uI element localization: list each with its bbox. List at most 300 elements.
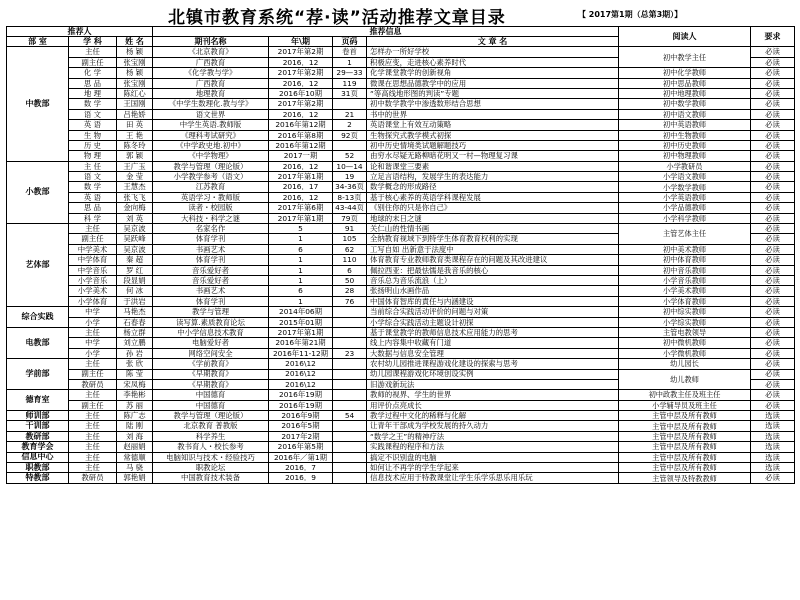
requirement-cell: 必读 xyxy=(751,244,795,254)
dept-cell: 教育学会 xyxy=(7,442,69,452)
year-issue-cell: 2016年10期 xyxy=(269,88,333,98)
name-cell: 王 艳 xyxy=(117,130,153,140)
year-issue-cell: 2017年第6期 xyxy=(269,203,333,213)
page-cell: 28 xyxy=(333,286,367,296)
requirement-cell: 选读 xyxy=(751,452,795,462)
table-row xyxy=(7,348,795,358)
requirement-cell: 选读 xyxy=(751,431,795,441)
dept-header: 部 室 xyxy=(7,37,69,47)
journal-cell: 广西教育 xyxy=(153,57,269,67)
requirement-cell: 必读 xyxy=(751,109,795,119)
reader-cell: 初中历史教师 xyxy=(619,140,751,150)
requirement-cell: 必读 xyxy=(751,182,795,192)
page-cell: 19 xyxy=(333,172,367,182)
year-issue-cell: 2016．12 xyxy=(269,57,333,67)
article-info-header: 推荐信息 xyxy=(153,27,619,37)
page-cell: 1 xyxy=(333,57,367,67)
article-cell: 教师的视界、学生的世界 xyxy=(367,390,619,400)
dept-cell: 学前部 xyxy=(7,359,69,390)
reader-cell: 初中综实教师 xyxy=(619,307,751,317)
subject-cell: 思 品 xyxy=(69,203,117,213)
requirement-cell: 必读 xyxy=(751,213,795,223)
subject-cell: 主任 xyxy=(69,359,117,369)
article-cell: 大数据与信息安全管理 xyxy=(367,348,619,358)
year-issue-cell: 2016．12 xyxy=(269,192,333,202)
requirement-cell: 必读 xyxy=(751,224,795,234)
name-cell: 金 莹 xyxy=(117,172,153,182)
journal-cell: 中国教育技术装备 xyxy=(153,473,269,483)
requirement-cell: 选读 xyxy=(751,421,795,431)
article-cell: 用评价点亮成长 xyxy=(367,400,619,410)
name-cell: 杨 颖 xyxy=(117,47,153,57)
table-row xyxy=(7,88,795,98)
name-cell: 刘立鹏 xyxy=(117,338,153,348)
page-cell xyxy=(333,463,367,473)
table-row xyxy=(7,213,795,223)
page-cell xyxy=(333,421,367,431)
subject-cell: 中学 xyxy=(69,307,117,317)
reader-cell: 初中思品教师 xyxy=(619,78,751,88)
table-row xyxy=(7,431,795,441)
reader-cell: 初中音乐教师 xyxy=(619,265,751,275)
page-cell: 23 xyxy=(333,348,367,358)
requirement-cell: 必读 xyxy=(751,78,795,88)
page-cell: 29—33 xyxy=(333,68,367,78)
table-row xyxy=(7,109,795,119)
journal-cell: 体育学刊 xyxy=(153,296,269,306)
year-issue-cell: 2016．12 xyxy=(269,109,333,119)
year-issue-cell: 1 xyxy=(269,275,333,285)
requirement-cell: 必读 xyxy=(751,317,795,327)
name-cell: 宋凤梅 xyxy=(117,379,153,389)
year-issue-cell: 2017年第1期 xyxy=(269,213,333,223)
journal-cell: 电脑爱好者 xyxy=(153,338,269,348)
name-cell: 马艳杰 xyxy=(117,307,153,317)
dept-cell: 中教部 xyxy=(7,47,69,161)
dept-cell: 职教部 xyxy=(7,463,69,473)
article-cell: 旧游戏新玩法 xyxy=(367,379,619,389)
year-issue-cell: 5 xyxy=(269,224,333,234)
article-cell: 实践课程的程序和方法 xyxy=(367,442,619,452)
article-cell: 怎样办一所好学校 xyxy=(367,47,619,57)
name-cell: 何 冰 xyxy=(117,286,153,296)
page-cell xyxy=(333,431,367,441)
reader-cell: 小学微机教师 xyxy=(619,348,751,358)
name-cell: 张飞飞 xyxy=(117,192,153,202)
reader-cell: 主管中层及所有教师 xyxy=(619,452,751,462)
name-header: 姓 名 xyxy=(117,37,153,47)
table-body xyxy=(7,47,795,483)
table-row xyxy=(7,244,795,254)
subject-cell: 科 学 xyxy=(69,213,117,223)
dept-cell: 特教部 xyxy=(7,473,69,483)
year-issue-cell: 2016年第5期 xyxy=(269,442,333,452)
journal-header: 期刊名称 xyxy=(153,37,269,47)
subject-cell: 主任 xyxy=(69,431,117,441)
requirement-cell: 必读 xyxy=(751,172,795,182)
reader-cell: 主管中层及所有教师 xyxy=(619,421,751,431)
table-row xyxy=(7,120,795,130)
table-row xyxy=(7,400,795,410)
name-cell: 张 欣 xyxy=(117,359,153,369)
year-issue-cell: 2016．12 xyxy=(269,78,333,88)
name-cell: 郭 颖 xyxy=(117,151,153,161)
page-cell xyxy=(333,140,367,150)
table-row xyxy=(7,286,795,296)
page-cell xyxy=(333,369,367,379)
journal-cell: 英语学习・教师版 xyxy=(153,192,269,202)
subject-cell: 小学美术 xyxy=(69,286,117,296)
requirement-cell: 必读 xyxy=(751,379,795,389)
subject-cell: 历 史 xyxy=(69,140,117,150)
article-header: 文 章 名 xyxy=(367,37,619,47)
subject-cell: 主 任 xyxy=(69,161,117,171)
page-cell: 34-36页 xyxy=(333,182,367,192)
table-row xyxy=(7,255,795,265)
year-issue-cell: 2016年9期 xyxy=(269,411,333,421)
page-cell xyxy=(333,390,367,400)
dept-cell: 电教部 xyxy=(7,327,69,358)
table-row xyxy=(7,473,795,483)
table-row xyxy=(7,338,795,348)
page-cell xyxy=(333,452,367,462)
requirement-cell: 必读 xyxy=(751,400,795,410)
subject-cell: 主任 xyxy=(69,463,117,473)
year-issue-cell: 2017年第2期 xyxy=(269,47,333,57)
table-row xyxy=(7,151,795,161)
reader-cell: 初中体育教师 xyxy=(619,255,751,265)
dept-cell: 德育室 xyxy=(7,390,69,411)
article-cell: 书中的世界 xyxy=(367,109,619,119)
requirement-cell: 必读 xyxy=(751,192,795,202)
subject-cell: 主任 xyxy=(69,442,117,452)
journal-cell: 《理科考试研究》 xyxy=(153,130,269,140)
article-cell: 全纳教育视域下到特学生体育教育权利的实现 xyxy=(367,234,619,244)
article-cell: 初中历史情境类试题解题技巧 xyxy=(367,140,619,150)
table-row xyxy=(7,421,795,431)
reader-cell: 小学科学教师 xyxy=(619,213,751,223)
year-issue-header: 年\期 xyxy=(269,37,333,47)
name-cell: 田 英 xyxy=(117,120,153,130)
article-cell: 工写自如 出新意于法度中 xyxy=(367,244,619,254)
dept-cell: 干训部 xyxy=(7,421,69,431)
subject-cell: 小学 xyxy=(69,348,117,358)
page-cell: 10—14 xyxy=(333,161,367,171)
page-cell: 54 xyxy=(333,411,367,421)
year-issue-cell: 2017年第2期 xyxy=(269,68,333,78)
table-header-row-1 xyxy=(7,27,795,37)
name-cell: 吴跃峰 xyxy=(117,234,153,244)
page-cell: 91 xyxy=(333,224,367,234)
page-cell: 21 xyxy=(333,109,367,119)
reader-cell: 小学英语教师 xyxy=(619,192,751,202)
subject-cell: 语 文 xyxy=(69,172,117,182)
subject-cell: 中学体育 xyxy=(69,255,117,265)
page-cell: 110 xyxy=(333,255,367,265)
reader-cell: 小学教研员 xyxy=(619,161,751,171)
table-row xyxy=(7,296,795,306)
page-cell xyxy=(333,442,367,452)
name-cell: 吴京波 xyxy=(117,224,153,234)
reader-cell: 初中政教主任及班主任 xyxy=(619,390,751,400)
requirement-cell: 选读 xyxy=(751,463,795,473)
reader-header: 阅读人 xyxy=(619,27,751,47)
subject-cell: 主任 xyxy=(69,421,117,431)
requirement-cell: 必读 xyxy=(751,88,795,98)
journal-cell: 读写算.素质教育论坛 xyxy=(153,317,269,327)
year-issue-cell: 2016．7 xyxy=(269,463,333,473)
page-cell: 92页 xyxy=(333,130,367,140)
reader-cell: 初中化学教师 xyxy=(619,68,751,78)
table-row xyxy=(7,140,795,150)
reader-cell: 主管中层及所有教师 xyxy=(619,431,751,441)
page-cell xyxy=(333,99,367,109)
table-row xyxy=(7,130,795,140)
journal-cell: 江苏教育 xyxy=(153,182,269,192)
subject-cell: 主任 xyxy=(69,452,117,462)
table-row xyxy=(7,452,795,462)
year-issue-cell: 1 xyxy=(269,234,333,244)
reader-cell: 主管领导及特教教师 xyxy=(619,473,751,483)
journal-cell: 语文世界 xyxy=(153,109,269,119)
reader-cell: 主管中层及所有教师 xyxy=(619,442,751,452)
reader-cell: 小学体育教师 xyxy=(619,296,751,306)
requirement-header: 要求 xyxy=(751,27,795,47)
page-cell: 2 xyxy=(333,120,367,130)
requirement-cell: 必读 xyxy=(751,338,795,348)
reader-cell: 小学综实教师 xyxy=(619,317,751,327)
journal-cell: 教学与管理（理论版） xyxy=(153,161,269,171)
year-issue-cell: 2016年第8期 xyxy=(269,130,333,140)
article-cell: “数学之王”的精神疗法 xyxy=(367,431,619,441)
table-row xyxy=(7,390,795,400)
article-cell: 线上内容集中收藏有门道 xyxy=(367,338,619,348)
journal-cell: 小学教学参考（语文） xyxy=(153,172,269,182)
journal-cell: 书画艺术 xyxy=(153,244,269,254)
table-row xyxy=(7,359,795,369)
year-issue-cell: 6 xyxy=(269,244,333,254)
year-issue-cell: 2016．17 xyxy=(269,182,333,192)
subject-cell: 教研员 xyxy=(69,473,117,483)
article-cell: 农村幼儿园推进课程游戏化建设的探索与思考 xyxy=(367,359,619,369)
name-cell: 王广玉 xyxy=(117,161,153,171)
subject-cell: 化 学 xyxy=(69,68,117,78)
reader-cell: 小学语文教师 xyxy=(619,172,751,182)
requirement-cell: 必读 xyxy=(751,327,795,337)
subject-cell: 主任 xyxy=(69,411,117,421)
table-row xyxy=(7,317,795,327)
name-cell: 杨 颖 xyxy=(117,68,153,78)
year-issue-cell: 2016\12 xyxy=(269,359,333,369)
journal-cell: 《北京教育》 xyxy=(153,47,269,57)
journal-cell: 读者・校园版 xyxy=(153,203,269,213)
subject-cell: 主任 xyxy=(69,224,117,234)
table-row xyxy=(7,307,795,317)
year-issue-cell: 2016年／第1期 xyxy=(269,452,333,462)
year-issue-cell: 6 xyxy=(269,286,333,296)
year-issue-cell: 2015年01期 xyxy=(269,317,333,327)
table-row xyxy=(7,442,795,452)
page-title: 北镇市教育系统“荐·读”活动推荐文章目录 xyxy=(168,8,506,28)
year-issue-cell: 2014年06期 xyxy=(269,307,333,317)
requirement-cell: 必读 xyxy=(751,203,795,213)
header xyxy=(0,0,800,26)
article-cell: 信息技术应用于特教课堂让学生乐学乐思乐用乐玩 xyxy=(367,473,619,483)
subject-cell: 中学美术 xyxy=(69,244,117,254)
journal-cell: 音乐爱好者 xyxy=(153,275,269,285)
article-cell: 基于课堂教学的教师信息技术应用能力的思考 xyxy=(367,327,619,337)
year-issue-cell: 2017年2期 xyxy=(269,431,333,441)
requirement-cell: 必读 xyxy=(751,307,795,317)
article-cell: 如何让不再学的学生学起来 xyxy=(367,463,619,473)
year-issue-cell: 2017年第1期 xyxy=(269,327,333,337)
year-issue-cell: 2016年第12期 xyxy=(269,120,333,130)
article-cell: 音乐总为音乐流浪（上） xyxy=(367,275,619,285)
year-issue-cell: 2016．12 xyxy=(269,161,333,171)
page-cell xyxy=(333,317,367,327)
reader-cell: 初中微机教师 xyxy=(619,338,751,348)
journal-cell: 中国德育 xyxy=(153,400,269,410)
name-cell: 常德顺 xyxy=(117,452,153,462)
journal-cell: 职教论坛 xyxy=(153,463,269,473)
journal-cell: 教书育人・校长参考 xyxy=(153,442,269,452)
year-issue-cell: 1 xyxy=(269,265,333,275)
journal-cell: 《学前教育》 xyxy=(153,359,269,369)
journal-cell: 广西教育 xyxy=(153,78,269,88)
requirement-cell: 必读 xyxy=(751,296,795,306)
dept-cell: 艺体部 xyxy=(7,224,69,307)
requirement-cell: 必读 xyxy=(751,369,795,379)
year-issue-cell: 2016年19期 xyxy=(269,390,333,400)
reader-cell: 初中教学主任 xyxy=(619,47,751,68)
article-cell: 《别住你的只是你自己》 xyxy=(367,203,619,213)
subject-cell: 副主任 xyxy=(69,234,117,244)
subject-cell: 教研员 xyxy=(69,379,117,389)
reader-cell: 小学数学教师 xyxy=(619,182,751,192)
table-row xyxy=(7,99,795,109)
requirement-cell: 必读 xyxy=(751,99,795,109)
journal-cell: 北京教育 普教版 xyxy=(153,421,269,431)
requirement-cell: 必读 xyxy=(751,57,795,67)
subject-cell: 小学音乐 xyxy=(69,275,117,285)
year-issue-cell: 2017年第2期 xyxy=(269,99,333,109)
requirement-cell: 选读 xyxy=(751,411,795,421)
journal-cell: 《中学政史地.初中》 xyxy=(153,140,269,150)
requirement-cell: 必读 xyxy=(751,390,795,400)
name-cell: 孙 岩 xyxy=(117,348,153,358)
table-row xyxy=(7,172,795,182)
table-row xyxy=(7,78,795,88)
article-cell: 微课在思想品德教学中的应用 xyxy=(367,78,619,88)
requirement-cell: 必读 xyxy=(751,234,795,244)
name-cell: 金向梅 xyxy=(117,203,153,213)
subject-cell: 主任 xyxy=(69,390,117,400)
article-cell: 中国体育智库的責任与内涵建设 xyxy=(367,296,619,306)
name-cell: 张宝刚 xyxy=(117,78,153,88)
table-row xyxy=(7,161,795,171)
subject-cell: 主任 xyxy=(69,327,117,337)
requirement-cell: 必读 xyxy=(751,265,795,275)
name-cell: 王慧杰 xyxy=(117,182,153,192)
name-cell: 苏 丽 xyxy=(117,400,153,410)
reader-cell: 主管电教领导 xyxy=(619,327,751,337)
name-cell: 陈冬玲 xyxy=(117,140,153,150)
article-cell: 搞定不识别盘的电脑 xyxy=(367,452,619,462)
page-cell: 卷首 xyxy=(333,47,367,57)
article-cell: 化学课堂教学的创新视角 xyxy=(367,68,619,78)
article-cell: 幼儿园课程游戏化环境创设实例 xyxy=(367,369,619,379)
journal-cell: 电脑知识与技术・经验技巧 xyxy=(153,452,269,462)
article-cell: 地球的末日之谜 xyxy=(367,213,619,223)
table-row xyxy=(7,369,795,379)
subject-cell: 物 理 xyxy=(69,151,117,161)
year-issue-cell: 2016年5期 xyxy=(269,421,333,431)
article-cell: 佩拉西亚：把最怯懦是我音乐的核心 xyxy=(367,265,619,275)
journal-cell: 音乐爱好者 xyxy=(153,265,269,275)
article-cell: 当前综合实践活动评价的问题与对策 xyxy=(367,307,619,317)
article-cell: 初中数学教学中渗透数形结合思想 xyxy=(367,99,619,109)
name-cell: 马 骁 xyxy=(117,463,153,473)
page-header: 页码 xyxy=(333,37,367,47)
requirement-cell: 必读 xyxy=(751,275,795,285)
article-cell: 立足言语结构，发展学生的表达能力 xyxy=(367,172,619,182)
name-cell: 罗 红 xyxy=(117,265,153,275)
subject-cell: 主任 xyxy=(69,47,117,57)
journal-cell: 中国德育 xyxy=(153,390,269,400)
journal-cell: 《中学生数理化.教与学》 xyxy=(153,99,269,109)
requirement-cell: 必读 xyxy=(751,161,795,171)
reader-cell: 小学品德教师 xyxy=(619,203,751,213)
reader-cell: 初中美术教师 xyxy=(619,244,751,254)
journal-cell: 中小学信息技术教育 xyxy=(153,327,269,337)
requirement-cell: 必读 xyxy=(751,47,795,57)
subject-cell: 中学音乐 xyxy=(69,265,117,275)
article-table xyxy=(6,26,795,484)
reader-cell: 初中数学教师 xyxy=(619,99,751,109)
journal-cell: 教学与管理 xyxy=(153,307,269,317)
table-row xyxy=(7,224,795,234)
journal-cell: 《中学物理》 xyxy=(153,151,269,161)
reader-cell: 初中英语教师 xyxy=(619,120,751,130)
name-cell: 陆 刚 xyxy=(117,421,153,431)
year-issue-cell: 1 xyxy=(269,296,333,306)
page-cell: 50 xyxy=(333,275,367,285)
subject-cell: 数 学 xyxy=(69,99,117,109)
dept-cell: 信息中心 xyxy=(7,452,69,462)
dept-cell: 师训部 xyxy=(7,411,69,421)
journal-cell: 《早期教育》 xyxy=(153,369,269,379)
subject-cell: 生 物 xyxy=(69,130,117,140)
page-cell: 119 xyxy=(333,78,367,88)
page-cell xyxy=(333,359,367,369)
subject-cell: 英 语 xyxy=(69,192,117,202)
page-cell: 8-13页 xyxy=(333,192,367,202)
name-cell: 杨立群 xyxy=(117,327,153,337)
article-cell: 让青年干部成为学校发展的持久动力 xyxy=(367,421,619,431)
name-cell: 秦 超 xyxy=(117,255,153,265)
journal-cell: 教学与管理（理论版） xyxy=(153,411,269,421)
requirement-cell: 必读 xyxy=(751,473,795,483)
name-cell: 于洪岩 xyxy=(117,296,153,306)
page-cell xyxy=(333,327,367,337)
name-cell: 郭艳娟 xyxy=(117,473,153,483)
name-cell: 段显娟 xyxy=(117,275,153,285)
subject-cell: 地 理 xyxy=(69,88,117,98)
name-cell: 石春春 xyxy=(117,317,153,327)
subject-cell: 中学 xyxy=(69,338,117,348)
year-issue-cell: 2016\12 xyxy=(269,379,333,389)
table-row xyxy=(7,265,795,275)
